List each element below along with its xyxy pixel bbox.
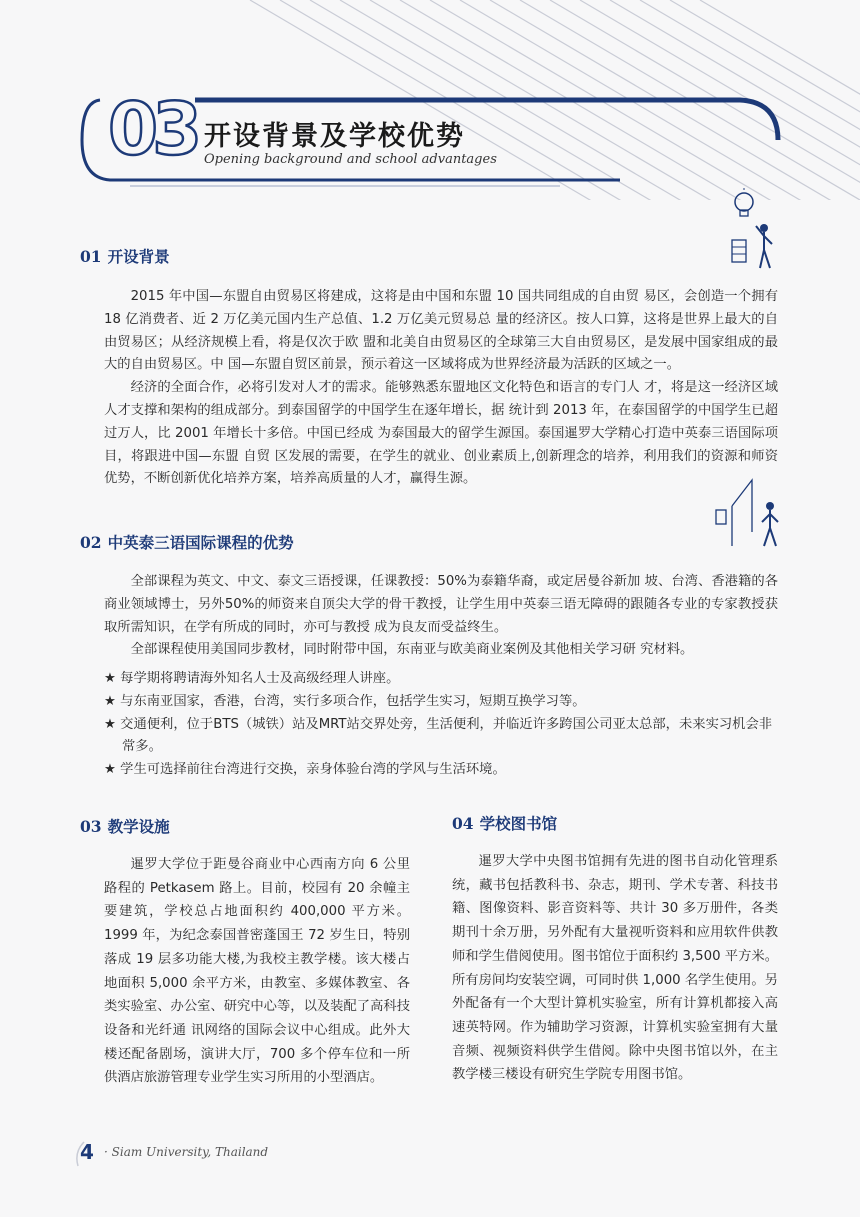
section-heading-facilities: 03 教学设施 [80, 817, 170, 836]
chapter-subtitle: Opening background and school advantages [204, 152, 497, 167]
list-item: ★ 交通便利，位于BTS（城铁）站及MRT站交界处旁，生活便利，并临近许多跨国公司亚太总部，未来实习机会非常多。 [104, 716, 773, 755]
person-door-icon [712, 476, 788, 548]
section-advantages-body: 全部课程为英文、中文、泰文三语授课，任课教授：50%为泰籍华裔，或定居曼谷新加 坡、台湾、香港籍的各商业领域博士，另外50%的师资来自顶尖大学的骨干教授，让学生用中英泰三语无障碍的跟随各专业的专家教授获取所需知识，在学有所成的同时，亦可与教授 成为良友而受益终生。 全部课程使用美国同步教材，同时附带中国，东南亚与欧美商业案例及其他相关学习研 究材料。 [104, 574, 778, 658]
list-item: ★ 与东南亚国家，香港，台湾，实行多项合作，包括学生实习，短期互换学习等。 [104, 693, 586, 709]
chapter-title: 开设背景及学校优势 [204, 121, 465, 152]
chapter-number: 03 [108, 87, 197, 171]
advantages-bullet-list [104, 668, 778, 782]
footer-university-name: · Siam University, Thailand [104, 1145, 269, 1159]
section-heading-background: 01 开设背景 [80, 247, 170, 266]
list-item: ★ 每学期将聘请海外知名人士及高级经理人讲座。 [104, 671, 400, 686]
section-facilities-body: 暹罗大学位于距曼谷商业中心西南方向 6 公里路程的 Petkasem 路上。目前，校园有 20 余幢主要建筑，学校总占地面积约 400,000 平方米。1999 年，为纪念泰国普密蓬国王 72 岁生日，特别落成 19 层多功能大楼,为我校主教学楼。该大楼占地面积 5,000 余平方米，由教室、多媒体教室、各类实验室、办公室、研究中心等，以及装配了高科技设备和光纤通 讯网络的国际会议中心组成。此外大楼还配备剧场，演讲大厅，700 多个停车位和一所供酒店旅游管理专业学生实习所用的小型酒店。 [104, 857, 410, 1086]
section-library-body: 暹罗大学中央图书馆拥有先进的图书自动化管理系统，藏书包括教科书、杂志，期刊、学术专著、科技书籍、图像资料、影音资料等、共计 30 多万册件，各类期刊十余万册，另外配有大量视听资料和应用软件供教师和学生借阅使用。图书馆位于面积约 3,500 平方米。所有房间均安装空调，可同时供 1,000 名学生使用。另外配备有一个大型计算机实验室，所有计算机都接入高速英特网。作为辅助学习资源，计算机实验室拥有大量音频、视频资料供学生借阅。除中央图书馆以外，在主教学楼三楼设有研究生学院专用图书馆。 [452, 854, 778, 1083]
section-background-body: 2015 年中国—东盟自由贸易区将建成，这将是由中国和东盟 10 国共同组成的自由贸 易区，会创造一个拥有 18 亿消费者、近 2 万亿美元国内生产总值、1.2 万亿美元贸易总 量的经济区。按人口算，这将是世界上最大的自由贸易区；从经济规模上看，将是仅次于欧 盟和北美自由贸易区的全球第三大自由贸易区，是发展中国家组成的最大的自由贸易区。中 国—东盟自贸区前景，预示着这一区域将成为世界经济最为活跃的区域之一。 经济的全面合作，必将引发对人才的需求。能够熟悉东盟地区文化特色和语言的专门人 才，将是这一经济区域人才支撑和架构的组成部分。到泰国留学的中国学生在逐年增长，据 统计到 2013 年，在泰国留学的中国学生已超过万人，比 2001 年增长十多倍。中国已经成 为泰国最大的留学生源国。泰国暹罗大学精心打造中英泰三语国际项目，将跟进中国—东盟 自贸 区发展的需要，在学生的就业、创业素质上,创新理念的培养，利用我们的资源和师资优势，不断创新优化培养方案，培养高质量的人才，赢得生源。 [104, 289, 778, 487]
page-number: 4 [80, 1140, 94, 1164]
section-heading-library: 04 学校图书馆 [452, 814, 558, 833]
section-heading-advantages: 02 中英泰三语国际课程的优势 [80, 533, 294, 552]
lightbulb-person-icon [722, 188, 784, 270]
list-item: ★ 学生可选择前往台湾进行交换，亲身体验台湾的学风与生活环境。 [104, 762, 506, 778]
